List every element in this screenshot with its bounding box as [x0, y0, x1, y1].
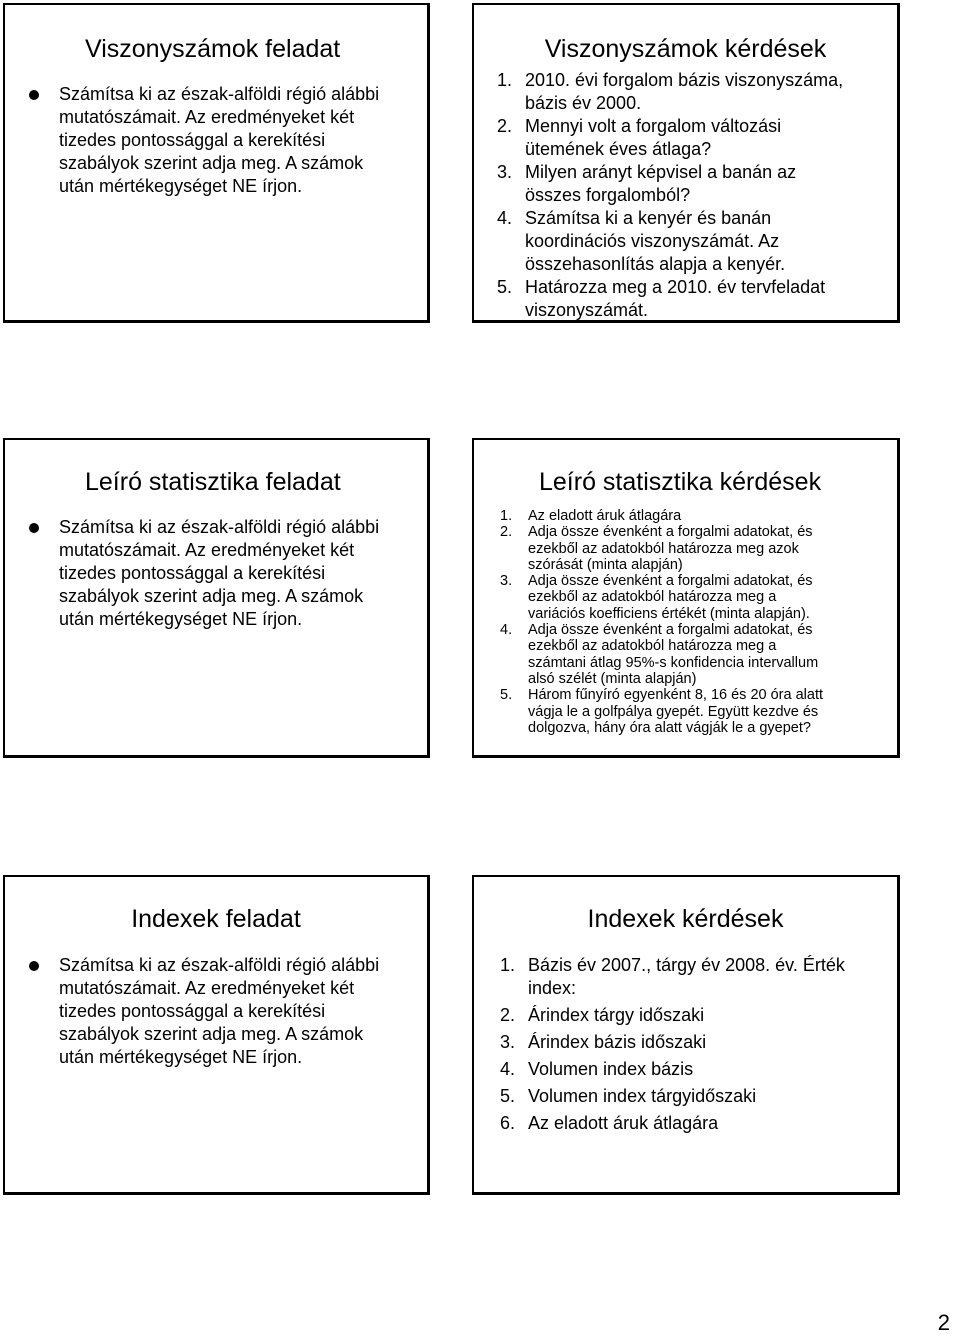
question-list: [497, 69, 843, 322]
list-item: 1. Bázis év 2007., tárgy év 2008. év. Érték index:: [500, 955, 845, 998]
list-item: 2. Árindex tárgy időszaki: [500, 1005, 705, 1025]
slide-title: Viszonyszámok feladat: [85, 35, 341, 63]
bullet-icon: [29, 961, 39, 971]
list-item: 5. Határozza meg a 2010. év tervfeladat viszonyszámát.: [497, 277, 826, 320]
task-text: Számítsa ki az észak-alföldi régió alábbi mutatószámait. Az eredményeket két tizedes pontossággal a kerekítési szabályok szerint adja meg. A számok után mértékegységet NE írjon.: [59, 84, 380, 196]
list-item: 5. Három fűnyíró egyenként 8, 16 és 20 óra alatt vágja le a golfpálya gyepét. Együtt kezdve és dolgozva, hány óra alatt vágják le a gyepet?: [500, 687, 824, 736]
slide-viszonyszamok-feladat: [3, 3, 430, 323]
list-item: 2. Adja össze évenként a forgalmi adatokat, és ezekből az adatokból határozza meg azok szórását (minta alapján): [500, 524, 813, 573]
slide-title: Leíró statisztika kérdések: [539, 468, 822, 496]
page-number: 2: [937, 1310, 950, 1335]
list-item: 4. Volumen index bázis: [500, 1059, 694, 1079]
task-text: Számítsa ki az észak-alföldi régió alábbi mutatószámait. Az eredményeket két tizedes pontossággal a kerekítési szabályok szerint adja meg. A számok után mértékegységet NE írjon.: [59, 955, 380, 1067]
slide-title: Indexek kérdések: [587, 905, 784, 933]
bullet-icon: [29, 523, 39, 533]
slide-viszonyszamok-kerdesek: [472, 3, 900, 323]
slide-title: Leíró statisztika feladat: [85, 468, 341, 496]
question-list: [500, 508, 823, 736]
task-text: Számítsa ki az észak-alföldi régió alábbi mutatószámait. Az eredményeket két tizedes pontossággal a kerekítési szabályok szerint adja meg. A számok után mértékegységet NE írjon.: [59, 517, 380, 629]
question-list: [500, 954, 845, 1135]
list-item: 1. Az eladott áruk átlagára: [500, 508, 682, 524]
list-item: 3. Árindex bázis időszaki: [500, 1032, 707, 1052]
list-item: 4. Adja össze évenként a forgalmi adatokat, és ezekből az adatokból határozza meg a számtani átlag 95%-s konfidencia intervallum alsó szélét (minta alapján): [500, 622, 819, 687]
bullet-icon: [29, 90, 39, 100]
list-item: 5. Volumen index tárgyidőszaki: [500, 1086, 757, 1106]
list-item: 2. Mennyi volt a forgalom változási ütemének éves átlaga?: [497, 116, 782, 159]
slide-indexek-feladat: [3, 875, 430, 1195]
list-item: 3. Adja össze évenként a forgalmi adatokat, és ezekből az adatokból határozza meg a variációs koefficiens értékét (minta alapján).: [500, 573, 813, 622]
list-item: 6. Az eladott áruk átlagára: [500, 1113, 719, 1133]
slide-indexek-kerdesek: [472, 875, 900, 1195]
list-item: 1. 2010. évi forgalom bázis viszonyszáma, bázis év 2000.: [497, 70, 844, 113]
list-item: 3. Milyen arányt képvisel a banán az összes forgalomból?: [497, 162, 797, 205]
list-item: 4. Számítsa ki a kenyér és banán koordinációs viszonyszámát. Az összehasonlítás alapja a kenyér.: [497, 208, 786, 274]
slide-leiro-statisztika-kerdesek: [472, 438, 900, 758]
slide-title: Viszonyszámok kérdések: [544, 35, 827, 63]
slide-title: Indexek feladat: [131, 905, 301, 933]
slide-leiro-statisztika-feladat: [3, 438, 430, 758]
